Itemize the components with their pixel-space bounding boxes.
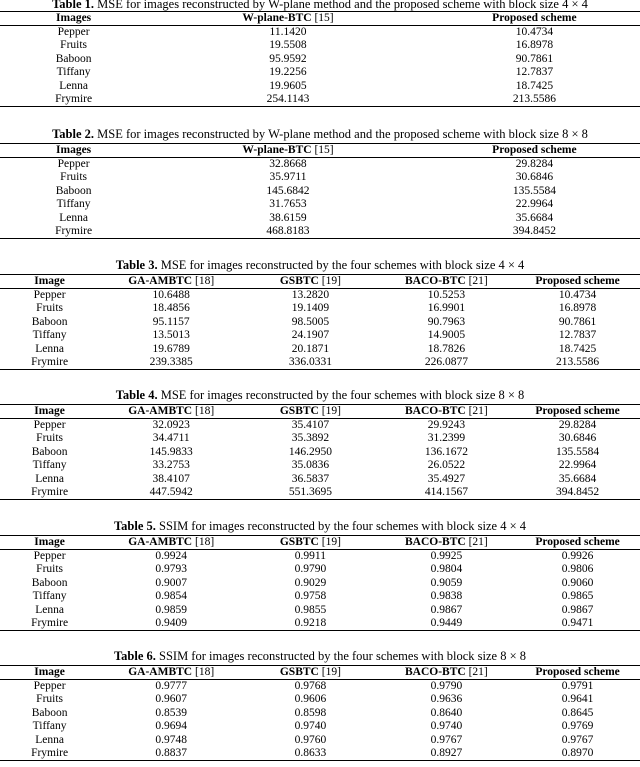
value-cell: 0.9855 xyxy=(294,603,327,616)
table-row xyxy=(0,680,640,694)
table-row xyxy=(0,604,640,617)
citation-ref: [18] xyxy=(192,405,215,417)
column-header-name: GSBTC xyxy=(279,536,319,548)
column-header xyxy=(429,12,640,26)
table-row xyxy=(0,459,640,472)
header-row xyxy=(0,666,640,680)
column-header xyxy=(243,666,377,680)
value-cell: 0.9926 xyxy=(561,550,594,562)
column-header xyxy=(243,536,377,550)
image-name-cell: Baboon xyxy=(55,184,92,197)
table-row xyxy=(0,80,640,93)
citation-ref: [15] xyxy=(311,144,334,156)
column-header xyxy=(515,666,640,680)
column-header xyxy=(99,666,243,680)
value-cell: 31.7653 xyxy=(269,198,307,211)
image-name-cell: Fruits xyxy=(36,563,64,576)
header-row xyxy=(0,12,640,26)
table-row xyxy=(0,734,640,747)
value-cell: 0.9740 xyxy=(430,720,463,733)
value-cell: 33.2753 xyxy=(152,459,190,472)
value-cell: 0.9791 xyxy=(561,680,594,692)
column-header xyxy=(243,275,377,289)
column-header-name: Image xyxy=(34,405,65,417)
column-header xyxy=(99,536,243,550)
value-cell: 0.8633 xyxy=(243,747,377,761)
value-cell: 95.1157 xyxy=(152,315,190,328)
image-name-cell: Frymire xyxy=(0,747,99,761)
table-label: Table 4. xyxy=(115,388,158,402)
value-cell: 35.6684 xyxy=(515,211,554,224)
image-name-cell: Tiffany xyxy=(56,198,91,211)
value-cell: 0.9859 xyxy=(155,603,187,616)
image-name-cell: Baboon xyxy=(31,706,68,719)
column-header xyxy=(515,405,640,419)
value-cell: 0.9694 xyxy=(155,720,187,733)
image-name-cell: Baboon xyxy=(31,445,68,458)
column-header xyxy=(147,144,429,158)
value-cell: 0.9059 xyxy=(430,576,463,589)
image-name-cell: Tiffany xyxy=(32,590,67,603)
value-cell: 0.9804 xyxy=(430,563,463,576)
value-cell: 11.1420 xyxy=(269,26,307,38)
table-row xyxy=(0,343,640,356)
table-row xyxy=(0,720,640,733)
header-row xyxy=(0,536,640,550)
value-cell: 146.2950 xyxy=(288,445,332,458)
value-cell: 226.0877 xyxy=(378,356,516,370)
value-cell: 394.8452 xyxy=(515,486,640,500)
column-header xyxy=(378,666,516,680)
value-cell: 0.9060 xyxy=(561,576,594,589)
table-row xyxy=(0,316,640,329)
value-cell: 145.6842 xyxy=(266,184,310,197)
column-header xyxy=(0,666,99,680)
value-cell: 36.5837 xyxy=(291,472,330,485)
value-cell: 447.5942 xyxy=(99,486,243,500)
value-cell: 13.5013 xyxy=(152,329,190,342)
image-name-cell: Lenna xyxy=(59,211,88,224)
column-header-name: GA-AMBTC xyxy=(128,275,193,287)
value-cell: 0.8539 xyxy=(155,706,187,719)
column-header-name: BACO-BTC xyxy=(405,275,466,287)
data-table xyxy=(0,11,640,107)
value-cell: 468.8183 xyxy=(147,225,429,239)
value-cell: 95.9592 xyxy=(269,52,307,65)
table-row xyxy=(0,93,640,107)
value-cell: 19.6789 xyxy=(152,342,190,355)
value-cell: 31.2399 xyxy=(427,432,466,445)
caption-text: MSE for images reconstructed by W-plane method and the proposed scheme with block size 8 × 8 xyxy=(94,127,588,141)
value-cell: 0.9924 xyxy=(155,550,187,562)
image-name-cell: Frymire xyxy=(0,617,99,631)
column-header xyxy=(429,144,640,158)
column-header-name: BACO-BTC xyxy=(405,405,466,417)
value-cell: 12.7837 xyxy=(558,329,597,342)
value-cell: 10.4734 xyxy=(515,26,554,38)
value-cell: 16.9901 xyxy=(427,302,466,315)
value-cell: 26.0522 xyxy=(427,459,466,472)
citation-ref: [18] xyxy=(192,275,215,287)
citation-ref: [19] xyxy=(318,275,341,287)
table-row xyxy=(0,577,640,590)
citation-ref: [21] xyxy=(465,405,488,417)
value-cell: 34.4711 xyxy=(152,432,190,445)
table-row xyxy=(0,563,640,576)
citation-ref: [19] xyxy=(318,536,341,548)
value-cell: 16.8978 xyxy=(515,39,554,52)
citation-ref: [19] xyxy=(318,666,341,678)
column-header-name: Proposed scheme xyxy=(535,275,620,287)
value-cell: 0.9806 xyxy=(561,563,594,576)
table-label: Table 5. xyxy=(113,519,156,533)
value-cell: 254.1143 xyxy=(147,93,429,107)
table-row xyxy=(0,212,640,225)
value-cell: 35.0836 xyxy=(291,459,330,472)
value-cell: 38.6159 xyxy=(269,211,307,224)
header-row xyxy=(0,405,640,419)
value-cell: 0.9007 xyxy=(155,576,187,589)
image-name-cell: Tiffany xyxy=(56,66,91,79)
table-row xyxy=(0,747,640,761)
column-header-name: GA-AMBTC xyxy=(128,536,193,548)
value-cell: 0.9449 xyxy=(378,617,516,631)
image-name-cell: Pepper xyxy=(33,289,66,301)
image-name-cell: Tiffany xyxy=(32,329,67,342)
value-cell: 336.0331 xyxy=(243,356,377,370)
column-header-name: GSBTC xyxy=(279,405,319,417)
image-name-cell: Fruits xyxy=(36,693,64,706)
value-cell: 0.9409 xyxy=(99,617,243,631)
caption-text: SSIM for images reconstructed by the four schemes with block size 4 × 4 xyxy=(155,519,527,533)
value-cell: 29.9243 xyxy=(427,419,466,431)
value-cell: 145.9833 xyxy=(149,445,193,458)
value-cell: 0.9793 xyxy=(155,563,187,576)
table-caption xyxy=(0,127,640,141)
value-cell: 213.5586 xyxy=(515,356,640,370)
table-row xyxy=(0,289,640,303)
value-cell: 0.9838 xyxy=(430,590,463,603)
column-header xyxy=(378,536,516,550)
value-cell: 19.9605 xyxy=(269,79,307,92)
value-cell: 98.5005 xyxy=(291,315,330,328)
table-row xyxy=(0,432,640,445)
column-header xyxy=(243,405,377,419)
value-cell: 0.9854 xyxy=(155,590,187,603)
value-cell: 0.9925 xyxy=(430,550,463,562)
data-table xyxy=(0,404,640,500)
column-header xyxy=(515,275,640,289)
citation-ref: [18] xyxy=(192,666,215,678)
image-name-cell: Lenna xyxy=(59,79,88,92)
image-name-cell: Lenna xyxy=(35,342,64,355)
table-row xyxy=(0,185,640,198)
value-cell: 0.9769 xyxy=(561,720,594,733)
value-cell: 10.4734 xyxy=(558,289,597,301)
citation-ref: [19] xyxy=(318,405,341,417)
image-name-cell: Frymire xyxy=(0,93,147,107)
value-cell: 29.8284 xyxy=(558,419,597,431)
image-name-cell: Frymire xyxy=(0,486,99,500)
table-caption xyxy=(0,0,640,11)
value-cell: 394.8452 xyxy=(429,225,640,239)
value-cell: 30.6846 xyxy=(558,432,597,445)
table-row xyxy=(0,707,640,720)
image-name-cell: Baboon xyxy=(55,52,92,65)
caption-text: MSE for images reconstructed by the four schemes with block size 8 × 8 xyxy=(157,388,525,402)
value-cell: 35.4107 xyxy=(291,419,330,431)
value-cell: 22.9964 xyxy=(515,198,554,211)
value-cell: 0.9606 xyxy=(294,693,327,706)
value-cell: 16.8978 xyxy=(558,302,597,315)
table-row xyxy=(0,158,640,172)
citation-ref: [21] xyxy=(465,666,488,678)
table-row xyxy=(0,198,640,211)
image-name-cell: Tiffany xyxy=(32,720,67,733)
value-cell: 213.5586 xyxy=(429,93,640,107)
value-cell: 0.9740 xyxy=(294,720,327,733)
column-header xyxy=(99,405,243,419)
column-header-name: Image xyxy=(34,536,65,548)
column-header-name: W-plane-BTC xyxy=(242,12,312,24)
table-row xyxy=(0,171,640,184)
value-cell: 0.8640 xyxy=(430,706,463,719)
value-cell: 30.6846 xyxy=(515,171,554,184)
column-header-name: BACO-BTC xyxy=(405,666,466,678)
value-cell: 19.1409 xyxy=(291,302,330,315)
value-cell: 90.7861 xyxy=(558,315,597,328)
value-cell: 0.8598 xyxy=(294,706,327,719)
table-row xyxy=(0,225,640,239)
value-cell: 18.7425 xyxy=(515,79,554,92)
value-cell: 19.5508 xyxy=(269,39,307,52)
value-cell: 13.2820 xyxy=(291,289,330,301)
value-cell: 90.7861 xyxy=(515,52,554,65)
image-name-cell: Fruits xyxy=(36,302,64,315)
value-cell: 0.9748 xyxy=(155,733,187,746)
table-caption xyxy=(0,258,640,272)
column-header-name: Images xyxy=(56,12,92,24)
citation-ref: [21] xyxy=(465,536,488,548)
column-header xyxy=(0,405,99,419)
column-header-name: Proposed scheme xyxy=(492,144,577,156)
column-header xyxy=(99,275,243,289)
value-cell: 0.9911 xyxy=(294,550,326,562)
table-row xyxy=(0,66,640,79)
value-cell: 0.9867 xyxy=(430,603,463,616)
value-cell: 10.5253 xyxy=(427,289,466,301)
table-row xyxy=(0,617,640,631)
value-cell: 18.7826 xyxy=(427,342,466,355)
value-cell: 551.3695 xyxy=(243,486,377,500)
value-cell: 0.9865 xyxy=(561,590,594,603)
column-header xyxy=(378,275,516,289)
column-header xyxy=(147,12,429,26)
value-cell: 0.9641 xyxy=(561,693,594,706)
value-cell: 32.8668 xyxy=(269,158,307,170)
column-header-name: GA-AMBTC xyxy=(128,405,193,417)
value-cell: 35.9711 xyxy=(269,171,307,184)
value-cell: 10.6488 xyxy=(152,289,190,301)
image-name-cell: Frymire xyxy=(0,225,147,239)
column-header-name: Proposed scheme xyxy=(535,405,620,417)
value-cell: 18.4856 xyxy=(152,302,190,315)
column-header xyxy=(515,536,640,550)
value-cell: 0.9790 xyxy=(430,680,463,692)
table-row xyxy=(0,550,640,564)
column-header-name: GA-AMBTC xyxy=(128,666,193,678)
column-header xyxy=(0,275,99,289)
table-row xyxy=(0,329,640,342)
caption-text: SSIM for images reconstructed by the four schemes with block size 8 × 8 xyxy=(155,649,527,663)
data-table xyxy=(0,143,640,239)
column-header-name: Proposed scheme xyxy=(492,12,577,24)
value-cell: 12.7837 xyxy=(515,66,554,79)
value-cell: 0.9767 xyxy=(430,733,463,746)
value-cell: 14.9005 xyxy=(427,329,466,342)
image-name-cell: Frymire xyxy=(0,356,99,370)
value-cell: 0.9790 xyxy=(294,563,327,576)
value-cell: 0.8837 xyxy=(99,747,243,761)
value-cell: 0.8927 xyxy=(378,747,516,761)
image-name-cell: Pepper xyxy=(33,680,66,692)
value-cell: 0.9760 xyxy=(294,733,327,746)
data-table xyxy=(0,274,640,370)
table-caption xyxy=(0,388,640,402)
value-cell: 35.3892 xyxy=(291,432,330,445)
table-row xyxy=(0,693,640,706)
image-name-cell: Tiffany xyxy=(32,459,67,472)
data-table xyxy=(0,535,640,631)
citation-ref: [21] xyxy=(465,275,488,287)
table-label: Table 6. xyxy=(113,649,156,663)
value-cell: 0.9867 xyxy=(561,603,594,616)
table-row xyxy=(0,446,640,459)
value-cell: 29.8284 xyxy=(515,158,554,170)
table-row xyxy=(0,473,640,486)
image-name-cell: Pepper xyxy=(33,419,66,431)
data-table xyxy=(0,665,640,761)
value-cell: 0.8645 xyxy=(561,706,594,719)
column-header-name: W-plane-BTC xyxy=(242,144,312,156)
value-cell: 0.9029 xyxy=(294,576,327,589)
value-cell: 0.9768 xyxy=(294,680,327,692)
header-row xyxy=(0,144,640,158)
table-row xyxy=(0,26,640,40)
caption-text: MSE for images reconstructed by W-plane method and the proposed scheme with block size 4 × 4 xyxy=(94,0,588,11)
value-cell: 135.5584 xyxy=(512,184,556,197)
image-name-cell: Pepper xyxy=(57,158,90,170)
table-row xyxy=(0,53,640,66)
table-row xyxy=(0,590,640,603)
value-cell: 32.0923 xyxy=(152,419,190,431)
value-cell: 35.6684 xyxy=(558,472,597,485)
citation-ref: [15] xyxy=(311,12,334,24)
value-cell: 136.1672 xyxy=(424,445,468,458)
value-cell: 239.3385 xyxy=(99,356,243,370)
column-header-name: GSBTC xyxy=(279,666,319,678)
value-cell: 0.9471 xyxy=(515,617,640,631)
table-row xyxy=(0,419,640,433)
image-name-cell: Fruits xyxy=(36,432,64,445)
table-caption xyxy=(0,519,640,533)
image-name-cell: Pepper xyxy=(33,550,66,562)
value-cell: 0.9607 xyxy=(155,693,187,706)
value-cell: 0.9636 xyxy=(430,693,463,706)
value-cell: 0.9218 xyxy=(243,617,377,631)
value-cell: 18.7425 xyxy=(558,342,597,355)
value-cell: 0.9777 xyxy=(155,680,187,692)
table-label: Table 3. xyxy=(115,258,158,272)
image-name-cell: Lenna xyxy=(35,472,64,485)
column-header-name: BACO-BTC xyxy=(405,536,466,548)
column-header xyxy=(378,405,516,419)
caption-text: MSE for images reconstructed by the four schemes with block size 4 × 4 xyxy=(157,258,525,272)
image-name-cell: Lenna xyxy=(35,603,64,616)
table-row xyxy=(0,486,640,500)
value-cell: 90.7963 xyxy=(427,315,466,328)
column-header xyxy=(0,536,99,550)
column-header xyxy=(0,12,147,26)
value-cell: 0.9758 xyxy=(294,590,327,603)
value-cell: 135.5584 xyxy=(556,445,600,458)
image-name-cell: Pepper xyxy=(57,26,90,38)
value-cell: 35.4927 xyxy=(427,472,466,485)
table-row xyxy=(0,39,640,52)
image-name-cell: Baboon xyxy=(31,576,68,589)
column-header xyxy=(0,144,147,158)
table-row xyxy=(0,302,640,315)
value-cell: 38.4107 xyxy=(152,472,190,485)
value-cell: 24.1907 xyxy=(291,329,330,342)
image-name-cell: Fruits xyxy=(60,39,88,52)
column-header-name: Images xyxy=(56,144,92,156)
value-cell: 0.8970 xyxy=(515,747,640,761)
column-header-name: Image xyxy=(34,275,65,287)
column-header-name: Proposed scheme xyxy=(535,536,620,548)
citation-ref: [18] xyxy=(192,536,215,548)
image-name-cell: Lenna xyxy=(35,733,64,746)
table-label: Table 1. xyxy=(52,0,95,11)
value-cell: 22.9964 xyxy=(558,459,597,472)
column-header-name: Proposed scheme xyxy=(535,666,620,678)
table-row xyxy=(0,356,640,370)
table-label: Table 2. xyxy=(52,127,95,141)
column-header-name: Image xyxy=(34,666,65,678)
table-caption xyxy=(0,649,640,663)
value-cell: 0.9767 xyxy=(561,733,594,746)
value-cell: 20.1871 xyxy=(291,342,330,355)
image-name-cell: Fruits xyxy=(60,171,88,184)
image-name-cell: Baboon xyxy=(31,315,68,328)
column-header-name: GSBTC xyxy=(279,275,319,287)
value-cell: 414.1567 xyxy=(378,486,516,500)
value-cell: 19.2256 xyxy=(269,66,307,79)
header-row xyxy=(0,275,640,289)
